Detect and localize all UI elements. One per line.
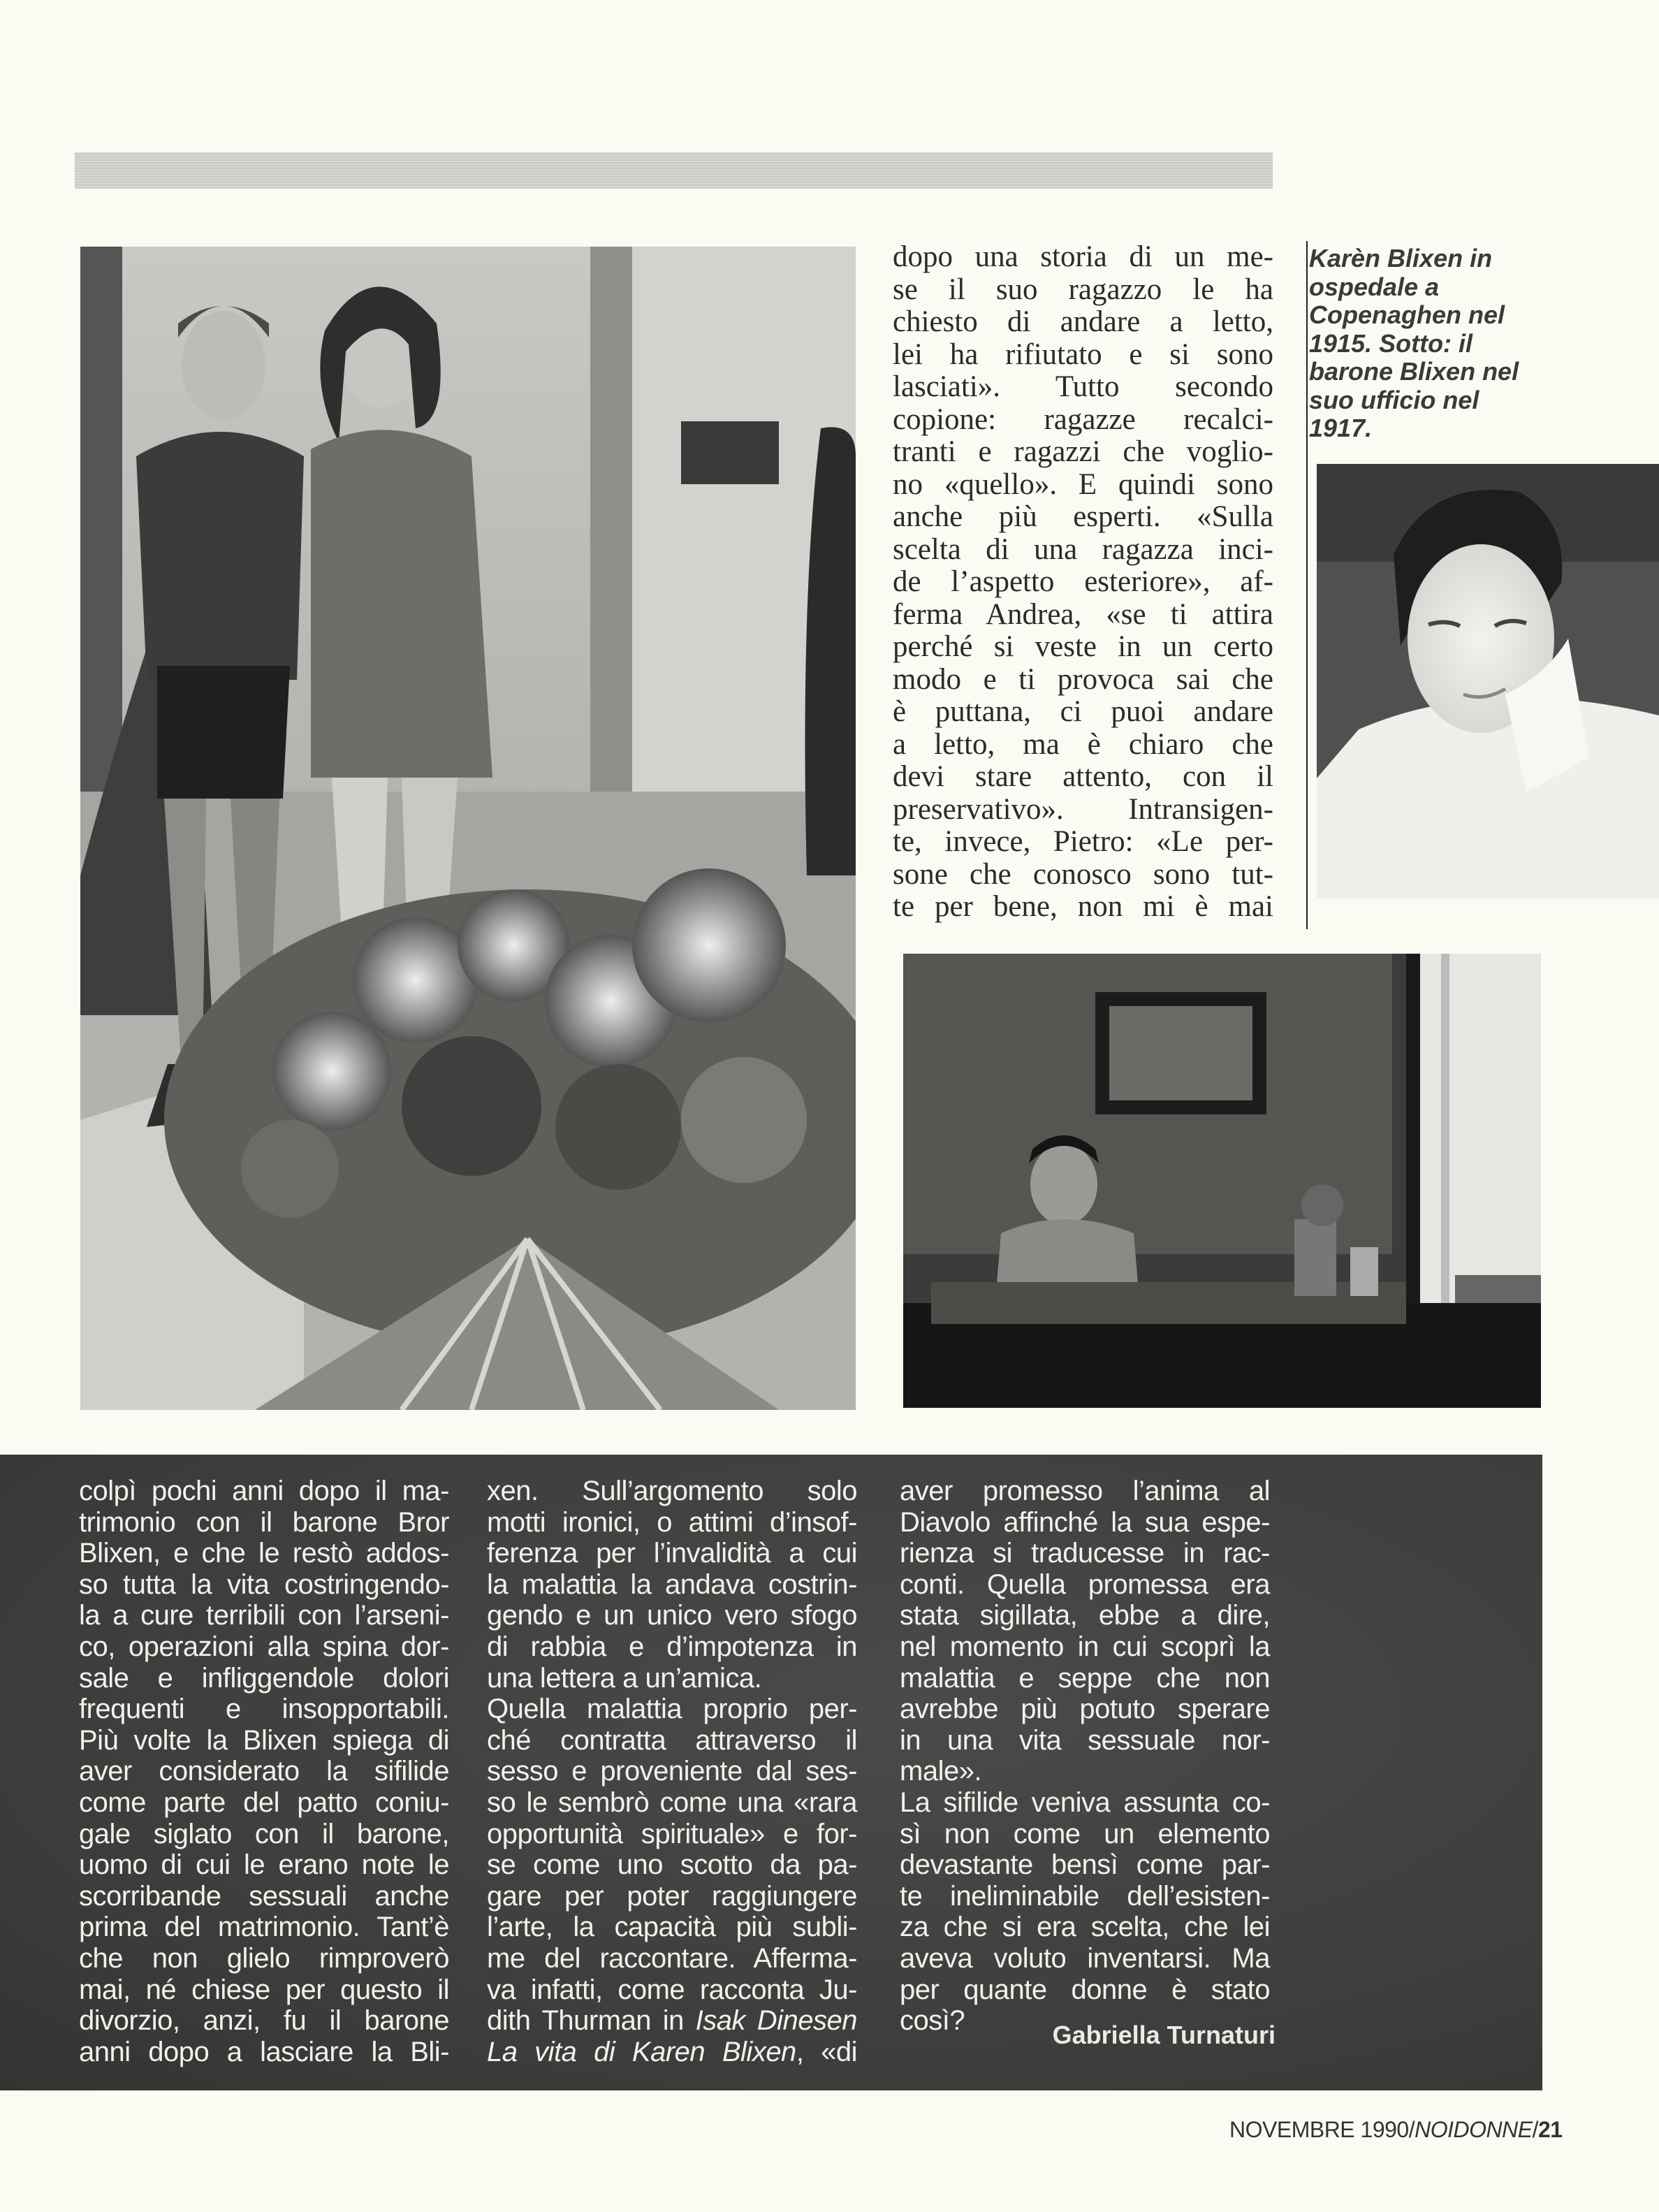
caption-line: ospedale a <box>1309 272 1440 301</box>
text-line: uomo di cui le erano note le <box>79 1849 449 1881</box>
text-line: sì non come un elemento <box>900 1818 1270 1849</box>
article-column-bottom-3 <box>900 1476 1270 2037</box>
text-line: chiesto di andare a letto, <box>893 305 1273 338</box>
text-line: aver promesso l’anima al <box>900 1476 1270 1506</box>
text-line: stata sigillata, ebbe a dire, <box>900 1600 1270 1631</box>
text-line: de l’aspetto esteriore», af- <box>893 565 1273 598</box>
caption-line: suo ufficio nel <box>1309 385 1479 414</box>
text-line: malattia e seppe che non <box>900 1662 1270 1694</box>
caption-line: Karèn Blixen in <box>1309 244 1493 272</box>
text-line: preservativo». Intransigen- <box>893 792 1273 826</box>
text-line: ferma Andrea, «se ti attira <box>893 597 1273 631</box>
page-number: 21 <box>1537 2117 1563 2142</box>
text-line: perché si veste in un certo <box>893 630 1273 663</box>
text-line: ché contratta attraverso il <box>487 1724 857 1756</box>
caption-line: 1915. Sotto: il <box>1309 328 1473 358</box>
text-line: prima del matrimonio. Tant’è <box>79 1912 449 1943</box>
text-line: scelta di una ragazza inci- <box>893 532 1273 566</box>
text-line: frequenti e insopportabili. <box>79 1694 449 1725</box>
text-line: Blixen, e che le restò addos- <box>79 1538 449 1569</box>
text-line: una lettera a un’amica. <box>487 1662 762 1694</box>
section-header-bar <box>75 152 1273 189</box>
text-line: come parte del patto coniu- <box>79 1787 449 1818</box>
text-line: se il suo ragazzo le ha <box>893 272 1273 306</box>
book-title: Isak Dinesen <box>695 2005 857 2037</box>
text-line: aveva voluto inventarsi. Ma <box>900 1942 1270 1974</box>
text-line: anni dopo a lasciare la Bli- <box>79 2036 449 2067</box>
text-line: copione: ragazze recalci- <box>893 402 1273 436</box>
text-line: anche più esperti. «Sulla <box>893 500 1273 533</box>
text-line: gale siglato con il barone, <box>79 1818 449 1849</box>
text-line: è puttana, ci puoi andare <box>893 695 1273 728</box>
photo-caption <box>1309 245 1602 443</box>
text-line: me del raccontare. Afferma- <box>487 1942 857 1974</box>
article-column-bottom-1 <box>79 1476 449 2067</box>
article-column-middle <box>893 241 1273 924</box>
text-line: rienza si traducesse in rac- <box>900 1538 1270 1569</box>
author-byline: Gabriella Turnaturi <box>1052 2021 1276 2049</box>
text-line: xen. Sull’argomento solo <box>487 1476 857 1506</box>
text-line: za che si era scelta, che lei <box>900 1912 1270 1943</box>
text-line: va infatti, come racconta Ju- <box>487 1974 857 2005</box>
text-line: in una vita sessuale nor- <box>900 1724 1270 1756</box>
text-line: avrebbe più potuto sperare <box>900 1694 1270 1725</box>
text-line: sone che conosco sono tut- <box>893 857 1273 891</box>
caption-line: Copenaghen nel <box>1309 300 1505 329</box>
text-line: trimonio con il barone Bror <box>79 1506 449 1538</box>
photo-karen-blixen-portrait <box>1317 464 1659 898</box>
text-line: ferenza per l’invalidità a cui <box>487 1538 857 1569</box>
text-line: tranti e ragazzi che voglio- <box>893 435 1273 468</box>
text-line: conti. Quella promessa era <box>900 1569 1270 1600</box>
text-line: La vita di Karen Blixen, «di <box>487 2036 857 2067</box>
caption-line: barone Blixen nel <box>1309 357 1519 386</box>
book-title: La vita di Karen Blixen <box>487 2036 796 2067</box>
footer-date: NOVEMBRE 1990/ <box>1229 2117 1415 2142</box>
photo-barone-blixen-office <box>903 954 1541 1408</box>
text-line: se come uno scotto da pa- <box>487 1849 857 1881</box>
text-line: lei ha rifiutato e si sono <box>893 337 1273 371</box>
text-line: nel momento in cui scoprì la <box>900 1631 1270 1662</box>
text-line: aver considerato la sifilide <box>79 1756 449 1787</box>
text-line: sale e infliggendole dolori <box>79 1662 449 1694</box>
text-line: so tutta la vita costringendo- <box>79 1569 449 1600</box>
text-line: devastante bensì come par- <box>900 1849 1270 1881</box>
text-line: opportunità spirituale» e for- <box>487 1818 857 1849</box>
text-line: motti ironici, o attimi d’insof- <box>487 1506 857 1538</box>
text-line: così? <box>900 2005 965 2037</box>
text-line: Più volte la Blixen spiega di <box>79 1724 449 1756</box>
text-line: Quella malattia proprio per- <box>487 1694 857 1725</box>
text-line: divorzio, anzi, fu il barone <box>79 2005 449 2037</box>
text-line: che non glielo rimproverò <box>79 1942 449 1974</box>
text-line: colpì pochi anni dopo il ma- <box>79 1476 449 1506</box>
text-line: male». <box>900 1756 982 1787</box>
text-line: devi stare attento, con il <box>893 760 1273 793</box>
text-line: a letto, ma è chiaro che <box>893 727 1273 761</box>
text-line: te ineliminabile dell’esisten- <box>900 1880 1270 1912</box>
photo-girls-with-flowers <box>80 247 856 1410</box>
text-line: per quante donne è stato <box>900 1974 1270 2005</box>
text-line: sesso e proveniente dal ses- <box>487 1756 857 1787</box>
text-line: Diavolo affinché la sua espe- <box>900 1506 1270 1538</box>
text-line: l’arte, la capacità più subli- <box>487 1912 857 1943</box>
text-line: gare per poter raggiungere <box>487 1880 857 1912</box>
text-line: scorribande sessuali anche <box>79 1880 449 1912</box>
text-line: no «quello». E quindi sono <box>893 467 1273 501</box>
footer-separator: / <box>1532 2117 1538 2142</box>
text-line: la malattia la andava costrin- <box>487 1569 857 1600</box>
text-line: gendo e un unico vero sfogo <box>487 1600 857 1631</box>
text-line: mai, né chiese per questo il <box>79 1974 449 2005</box>
text-line: co, operazioni alla spina dor- <box>79 1631 449 1662</box>
text-line: te per bene, non mi è mai <box>893 890 1273 923</box>
text-line: la a cure terribili con l’arseni- <box>79 1600 449 1631</box>
page-footer <box>1229 2117 1563 2143</box>
text-line: dith Thurman in Isak Dinesen <box>487 2005 857 2037</box>
caption-line: 1917. <box>1309 414 1373 442</box>
article-column-bottom-2 <box>487 1476 857 2067</box>
text-line: di rabbia e d’impotenza in <box>487 1631 857 1662</box>
text-line: La sifilide veniva assunta co- <box>900 1787 1270 1818</box>
footer-magazine: NOIDONNE <box>1415 2117 1533 2142</box>
text-line: modo e ti provoca sai che <box>893 662 1273 696</box>
text-line: lasciati». Tutto secondo <box>893 370 1273 403</box>
text-line: te, invece, Pietro: «Le per- <box>893 825 1273 858</box>
column-divider <box>1306 241 1308 929</box>
text-line: so le sembrò come una «rara <box>487 1787 857 1818</box>
text-line: dopo una storia di un me- <box>893 240 1273 273</box>
